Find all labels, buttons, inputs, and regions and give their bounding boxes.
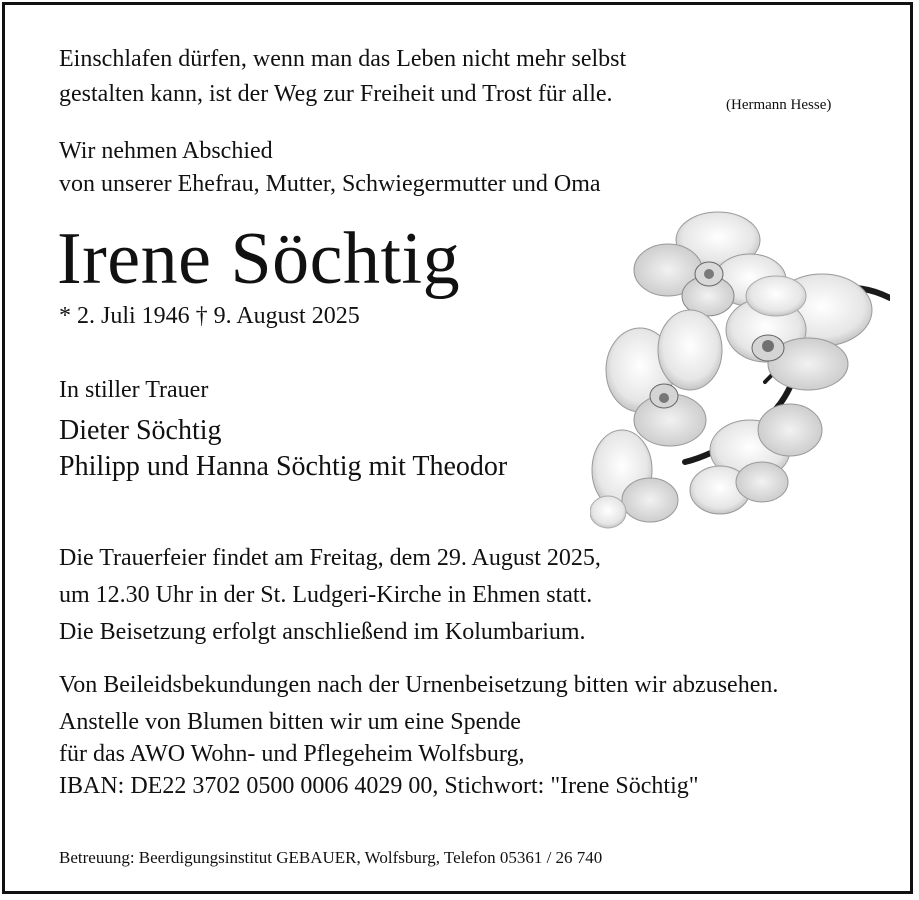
- deceased-name: Irene Söchtig: [57, 218, 461, 300]
- ceremony-line-1: Die Trauerfeier findet am Freitag, dem 29. August 2025,: [59, 545, 601, 571]
- quote-line-1: Einschlafen dürfen, wenn man das Leben nicht mehr selbst: [59, 46, 627, 72]
- intro-line-2: von unserer Ehefrau, Mutter, Schwiegermutter und Oma: [59, 171, 601, 197]
- life-dates: * 2. Juli 1946 † 9. August 2025: [59, 303, 360, 329]
- donation-line-3: IBAN: DE22 3702 0500 0006 4029 00, Stichwort: "Irene Söchtig": [59, 773, 699, 799]
- ceremony-line-3: Die Beisetzung erfolgt anschließend im Kolumbarium.: [59, 619, 586, 645]
- funeral-home-footer: Betreuung: Beerdigungsinstitut GEBAUER, Wolfsburg, Telefon 05361 / 26 740: [59, 848, 603, 867]
- donation-line-1: Anstelle von Blumen bitten wir um eine Spende: [59, 709, 521, 735]
- condolence-note: Von Beileidsbekundungen nach der Urnenbeisetzung bitten wir abzusehen.: [59, 672, 779, 698]
- donation-line-2: für das AWO Wohn- und Pflegeheim Wolfsburg,: [59, 741, 525, 767]
- intro-line-1: Wir nehmen Abschied: [59, 138, 273, 164]
- ceremony-line-2: um 12.30 Uhr in der St. Ludgeri-Kirche in Ehmen statt.: [59, 582, 593, 608]
- mourner-1: Dieter Söchtig: [59, 415, 222, 446]
- orchid-icon: [590, 200, 890, 540]
- quote-line-2: gestalten kann, ist der Weg zur Freiheit und Trost für alle.: [59, 81, 613, 107]
- mourning-heading: In stiller Trauer: [59, 377, 209, 403]
- quote-author: (Hermann Hesse): [726, 97, 832, 113]
- mourner-2: Philipp und Hanna Söchtig mit Theodor: [59, 451, 508, 482]
